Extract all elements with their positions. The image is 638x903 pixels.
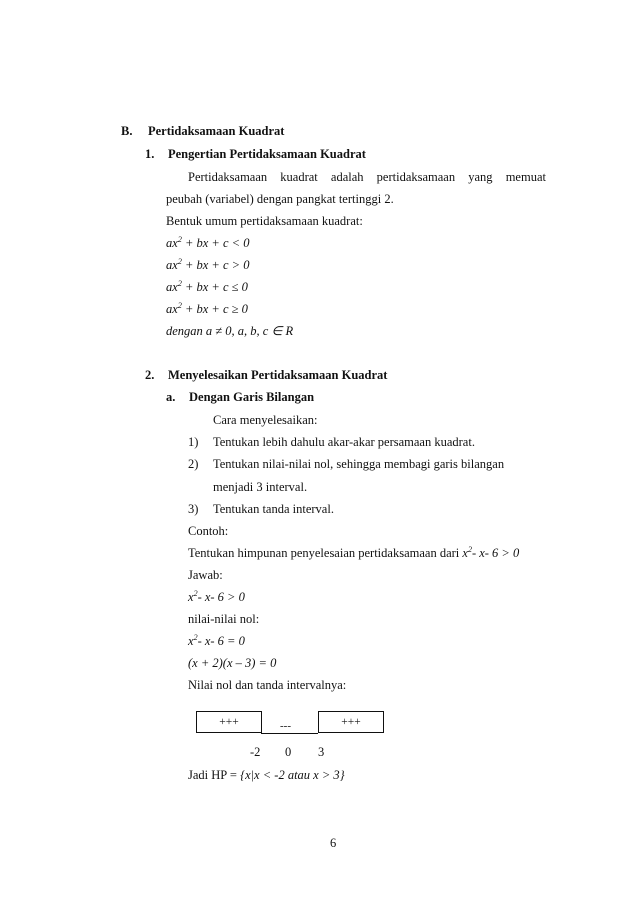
step-number: 2) <box>188 457 199 471</box>
positive-interval-right: +++ <box>318 711 384 733</box>
general-form-le: $ax^2$ + bx + c ≤ 0 <box>166 279 248 294</box>
subsection-1-title: Pengertian Pertidaksamaan Kuadrat <box>168 147 366 161</box>
answer-label: Jawab: <box>188 568 223 582</box>
example-question: Tentukan himpunan penyelesaian pertidaksamaan dari $x^2-$ x- 6 > 0 <box>188 545 520 560</box>
tick-label: 0 <box>285 745 292 759</box>
conclusion: Jadi HP = {x|x < -2 atau x > 3} <box>188 768 345 782</box>
word: Pertidaksamaan <box>188 170 268 184</box>
step-text-continued: menjadi 3 interval. <box>213 480 308 494</box>
definition-line-2: peubah (variabel) dengan pangkat tertinggi 2. <box>166 192 394 206</box>
general-form-ge: $ax^2$ + bx + c ≥ 0 <box>166 301 248 316</box>
tick-label: -2 <box>250 745 261 759</box>
step-text: Tentukan lebih dahulu akar-akar persamaan kuadrat. <box>213 435 475 449</box>
zeros-expression: $x^2-$ x- 6 = 0 <box>188 633 245 648</box>
negative-interval: --- <box>280 720 291 732</box>
section-title: Pertidaksamaan Kuadrat <box>148 124 285 138</box>
answer-expression: $x^2-$ x- 6 > 0 <box>188 589 245 604</box>
general-form-lt: $ax^2$ + bx + c < 0 <box>166 235 250 250</box>
step-number: 1) <box>188 435 199 449</box>
subsection-2-marker: 2. <box>145 368 155 382</box>
zeros-label: nilai-nilai nol: <box>188 612 260 626</box>
example-label: Contoh: <box>188 524 229 538</box>
step-text: Tentukan nilai-nilai nol, sehingga membagi garis bilangan <box>213 457 505 471</box>
word: memuat <box>505 170 546 184</box>
definition-line-1 <box>188 170 546 185</box>
part-a-marker: a. <box>166 390 176 404</box>
word: adalah <box>330 170 364 184</box>
subsection-1-marker: 1. <box>145 147 155 161</box>
part-a-title: Dengan Garis Bilangan <box>189 390 315 404</box>
general-form-label: Bentuk umum pertidaksamaan kuadrat: <box>166 214 363 228</box>
section-marker: B. <box>121 124 133 138</box>
factored-expression: (x + 2)(x – 3) = 0 <box>188 656 277 670</box>
page-number: 6 <box>330 836 337 850</box>
tick-label: 3 <box>318 745 325 759</box>
word: yang <box>468 170 493 184</box>
step-text: Tentukan tanda interval. <box>213 502 334 516</box>
subsection-2-title: Menyelesaikan Pertidaksamaan Kuadrat <box>168 368 388 382</box>
word: pertidaksamaan <box>376 170 456 184</box>
interval-label: Nilai nol dan tanda intervalnya: <box>188 678 347 692</box>
condition-text: dengan a ≠ 0, a, b, c ∈ R <box>166 324 294 338</box>
general-form-gt: $ax^2$ + bx + c > 0 <box>166 257 250 272</box>
word: kuadrat <box>280 170 318 184</box>
step-number: 3) <box>188 502 199 516</box>
method-label: Cara menyelesaikan: <box>213 413 318 427</box>
positive-interval-left: +++ <box>196 711 262 733</box>
